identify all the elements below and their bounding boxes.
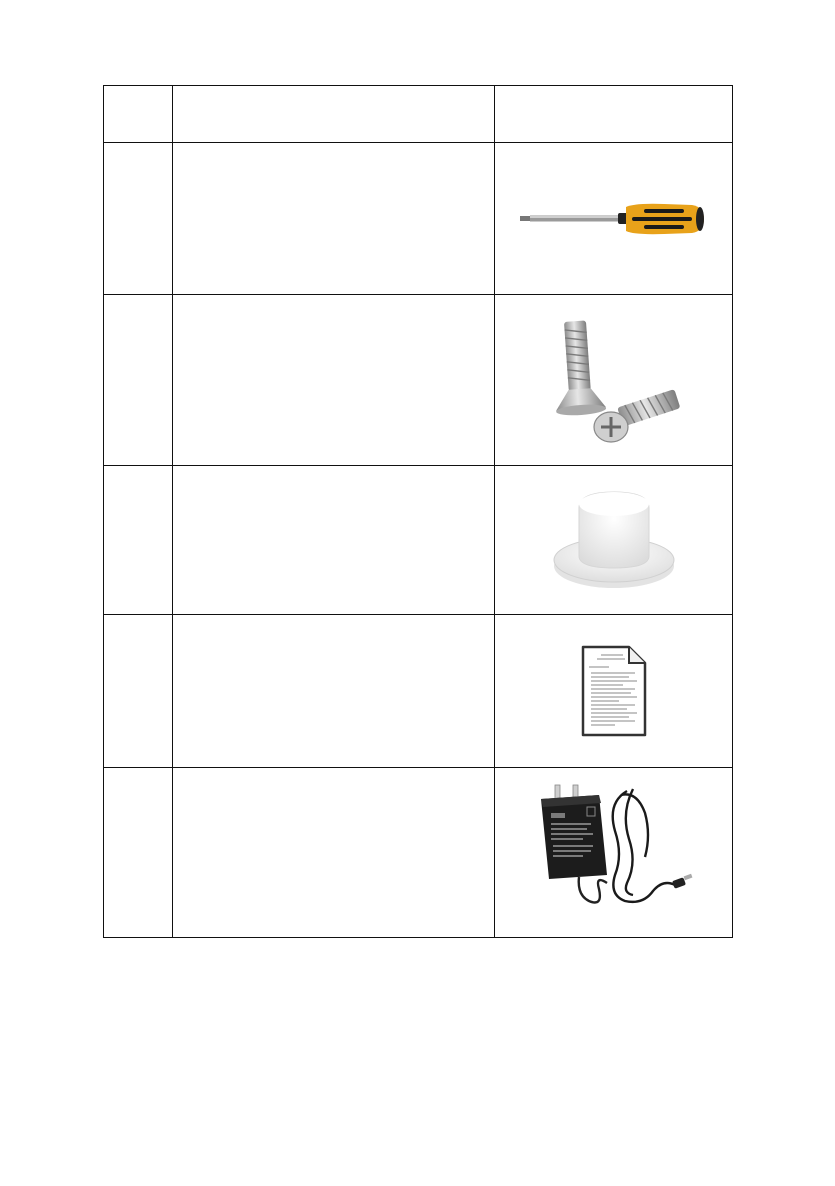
flathead-screwdriver-icon: [514, 199, 714, 239]
row-item-cell: [173, 615, 495, 768]
row-picture-cell: [495, 615, 733, 768]
row-number-cell: [104, 143, 173, 295]
header-item: [173, 86, 495, 143]
row-number-cell: [104, 295, 173, 466]
document-sheet-icon: [579, 643, 649, 739]
row-number-cell: [104, 615, 173, 768]
row-item-cell: [173, 466, 495, 615]
row-number: [104, 685, 172, 697]
header-number: [104, 86, 173, 143]
row-item-cell: [173, 768, 495, 938]
row-number-cell: [104, 466, 173, 615]
countersunk-screws-icon: [539, 315, 689, 445]
row-number: [104, 847, 172, 859]
table-header-row: [104, 86, 733, 143]
row-item-cell: [173, 295, 495, 466]
table-row: [104, 466, 733, 615]
row-picture-cell: [495, 295, 733, 466]
white-plastic-plug-icon: [549, 480, 679, 600]
row-item-cell: [173, 143, 495, 295]
parts-list-table: [103, 85, 733, 938]
power-adapter-icon: [529, 783, 699, 923]
row-picture-cell: [495, 143, 733, 295]
row-number: [104, 534, 172, 546]
row-picture-cell: [495, 768, 733, 938]
table-row: [104, 615, 733, 768]
header-picture: [495, 86, 733, 143]
row-item: [173, 847, 494, 859]
row-item: [173, 534, 494, 546]
table-row: [104, 768, 733, 938]
row-picture-cell: [495, 466, 733, 615]
row-number-cell: [104, 768, 173, 938]
table-row: [104, 295, 733, 466]
row-number: [104, 374, 172, 386]
row-item: [173, 213, 494, 225]
row-item: [173, 685, 494, 697]
row-number: [104, 213, 172, 225]
table-row: [104, 143, 733, 295]
row-item: [173, 374, 494, 386]
